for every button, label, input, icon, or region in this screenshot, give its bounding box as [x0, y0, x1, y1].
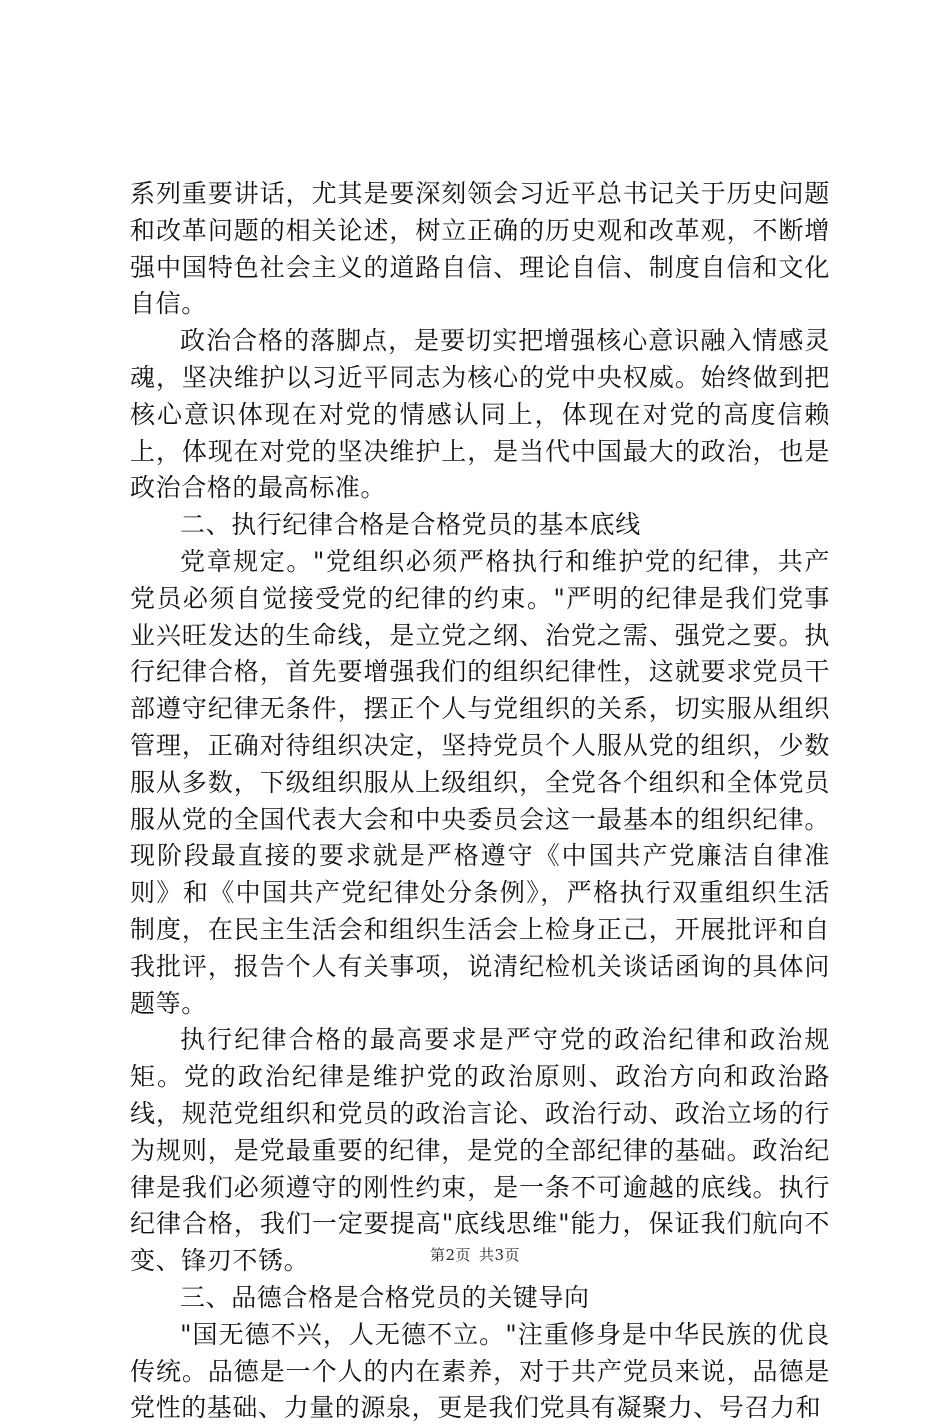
page-total: 共3页 — [479, 1246, 521, 1264]
paragraph: "国无德不兴，人无德不立。"注重修身是中华民族的优良传统。品德是一个人的内在素养，对于共产党员来说，品德是党性的基础、力量的源泉，更是我们党具有凝聚力、号召力和 — [130, 1319, 830, 1423]
page-footer — [0, 1244, 950, 1265]
document-body — [130, 176, 830, 1427]
paragraph-continued: 系列重要讲话，尤其是要深刻领会习近平总书记关于历史问题和改革问题的相关论述，树立正确的历史观和改革观，不断增强中国特色社会主义的道路自信、理论自信、制度自信和文化自信。 — [130, 179, 830, 319]
paragraph: 执行纪律合格的最高要求是严守党的政治纪律和政治规矩。党的政治纪律是维护党的政治原则、政治方向和政治路线，规范党组织和党员的政治言论、政治行动、政治立场的行为规则，是党最重要的纪律，是党的全部纪律的基础。政治纪律是我们必须遵守的刚性约束，是一条不可逾越的底线。执行纪律合格，我们一定要提高"底线思维"能力，保证我们航向不变、锋刃不锈。 — [130, 1025, 830, 1276]
page-number: 第2页 — [429, 1246, 471, 1264]
section-heading: 三、品德合格是合格党员的关键导向 — [180, 1282, 590, 1312]
paragraph: 政治合格的落脚点，是要切实把增强核心意识融入情感灵魂，坚决维护以习近平同志为核心的党中央权威。始终做到把核心意识体现在对党的情感认同上，体现在对党的高度信赖上，体现在对党的坚决维护上，是当代中国最大的政治，也是政治合格的最高标准。 — [130, 326, 830, 503]
section-heading: 二、执行纪律合格是合格党员的基本底线 — [180, 510, 641, 540]
paragraph: 党章规定。"党组织必须严格执行和维护党的纪律，共产党员必须自觉接受党的纪律的约束。"严明的纪律是我们党事业兴旺发达的生命线，是立党之纲、治党之需、强党之要。执行纪律合格，首先要增强我们的组织纪律性，这就要求党员干部遵守纪律无条件，摆正个人与党组织的关系，切实服从组织管理，正确对待组织决定，坚持党员个人服从党的组织，少数服从多数，下级组织服从上级组织，全党各个组织和全体党员服从党的全国代表大会和中央委员会这一最基本的组织纪律。现阶段最直接的要求就是严格遵守《中国共产党廉洁自律准则》和《中国共产党纪律处分条例》，严格执行双重组织生活制度，在民主生活会和组织生活会上检身正己，开展批评和自我批评，报告个人有关事项，说清纪检机关谈话函询的具体问题等。 — [130, 546, 830, 1018]
